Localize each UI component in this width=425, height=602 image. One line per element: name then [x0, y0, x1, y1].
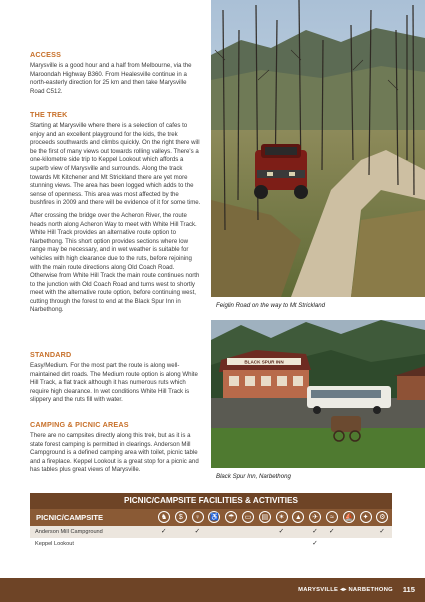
feiglin-road-photo: [211, 0, 425, 297]
access-heading: ACCESS: [30, 50, 62, 59]
boating-icon: ⛵: [343, 511, 355, 523]
cycling-icon: ⚙: [376, 511, 388, 523]
shower-icon: ☂: [225, 511, 237, 523]
bottom-photo-caption: Black Spur Inn, Narbethong: [216, 473, 291, 480]
trek-section: [30, 110, 202, 319]
access-body: Marysville is a good hour and a half from Melbourne, via the Maroondah Highway B360. From Healesville continue in a north-easterly direction for 25 km and then take Marysville Road C512.: [30, 62, 192, 95]
table-row: [30, 526, 392, 538]
fireplace-icon: ✶: [276, 511, 288, 523]
standard-section: [30, 350, 202, 409]
camping-body: There are no campsites directly along this trek, but as it is a state forest camping is permitted in clearings. Anderson Mill Campground is a defined camping area with toilet, picnic table and a fireplace. Keppel Lookout is a great stop for a picnic and has tables plus great views of Marysville.: [30, 432, 199, 474]
standard-body: Easy/Medium. For the most part the route is along well-maintained dirt roads. The Medium route option is along White Hill Track, a flat track although it has numerous ruts which require high clearance. In wet conditions White Hill Track is slippery and the ruts fill with water.: [30, 362, 198, 404]
dollar-icon: $: [175, 511, 187, 523]
table-title: PICNIC/CAMPSITE FACILITIES & ACTIVITIES: [30, 493, 392, 509]
check-mark: ✓: [379, 528, 385, 535]
black-spur-inn-photo: [211, 320, 425, 468]
trek-paragraph-1: Starting at Marysville where there is a selection of cafes to enjoy and an excellent playground for the kids, the trek proceeds southwards and climbs quickly. On the right there will be the first of many views out towards rolling valleys. There's a one-kilometre side trip to Keppel Lookout which affords a superb view of Marysville and surrounds. Along the track towards Mt Kitchener and Mt Strickland there are yet more stunning views. The area has been logged which adds to the sense of openness. This area was most affected by the bushfires in 2009 and there will be evidence of it for some time.: [30, 122, 201, 207]
access-section: [30, 50, 202, 100]
row-name: Anderson Mill Campground: [35, 529, 103, 535]
top-photo-caption: Feiglin Road on the way to Mt Strickland: [216, 302, 326, 309]
standard-heading: STANDARD: [30, 350, 72, 359]
inn-sign-text: BLACK SPUR INN: [244, 359, 284, 365]
table-header-row: [30, 509, 392, 526]
toilet-icon: ♀: [192, 511, 204, 523]
caravan-icon: ▭: [242, 511, 254, 523]
swimming-icon: ≈: [326, 511, 338, 523]
camping-heading: CAMPING & PICNIC AREAS: [30, 420, 129, 429]
check-mark: ✓: [312, 528, 318, 535]
column-label: PICNIC/CAMPSITE: [36, 513, 104, 522]
dog-icon: ♞: [158, 511, 170, 523]
check-mark: ✓: [194, 528, 201, 535]
fishing-icon: ✦: [360, 511, 372, 523]
picnic-table-icon: ▤: [259, 511, 271, 523]
walking-icon: ✈: [309, 511, 321, 523]
page-number: 115: [402, 585, 415, 594]
trek-paragraph-2: After crossing the bridge over the Acheron River, the route heads north along Acheron Way to meet with White Hill Track. White Hill Track provides an alternative route option to Narbethong. This short option provides sections where low range may be necessary, and in wet weather is suitable for vehicles with high clearance due to the ruts, before rejoining with the main route directions along Old Coach Road. Otherwise from White Hill Track the main route continues north to the junction with Old Coach Road and turns west to shortly meet with the alternative route option, before continuing west, cutting through the forest to end at the Black Spur Inn in Narbethong.: [30, 211, 200, 314]
table-row: [30, 538, 392, 550]
trek-heading: THE TREK: [30, 110, 68, 119]
page-footer: [0, 578, 425, 602]
check-mark: ✓: [329, 528, 335, 535]
camping-section: [30, 420, 202, 479]
check-mark: ✓: [312, 540, 318, 547]
tent-icon: ▲: [292, 511, 304, 523]
facilities-table: [30, 493, 392, 550]
accessible-icon: ♿: [208, 511, 220, 523]
row-name: Keppel Lookout: [35, 541, 74, 547]
footer-route-text: MARYSVILLE ◂▸ NARBETHONG: [298, 587, 393, 593]
check-mark: ✓: [161, 528, 167, 535]
check-mark: ✓: [278, 528, 285, 535]
